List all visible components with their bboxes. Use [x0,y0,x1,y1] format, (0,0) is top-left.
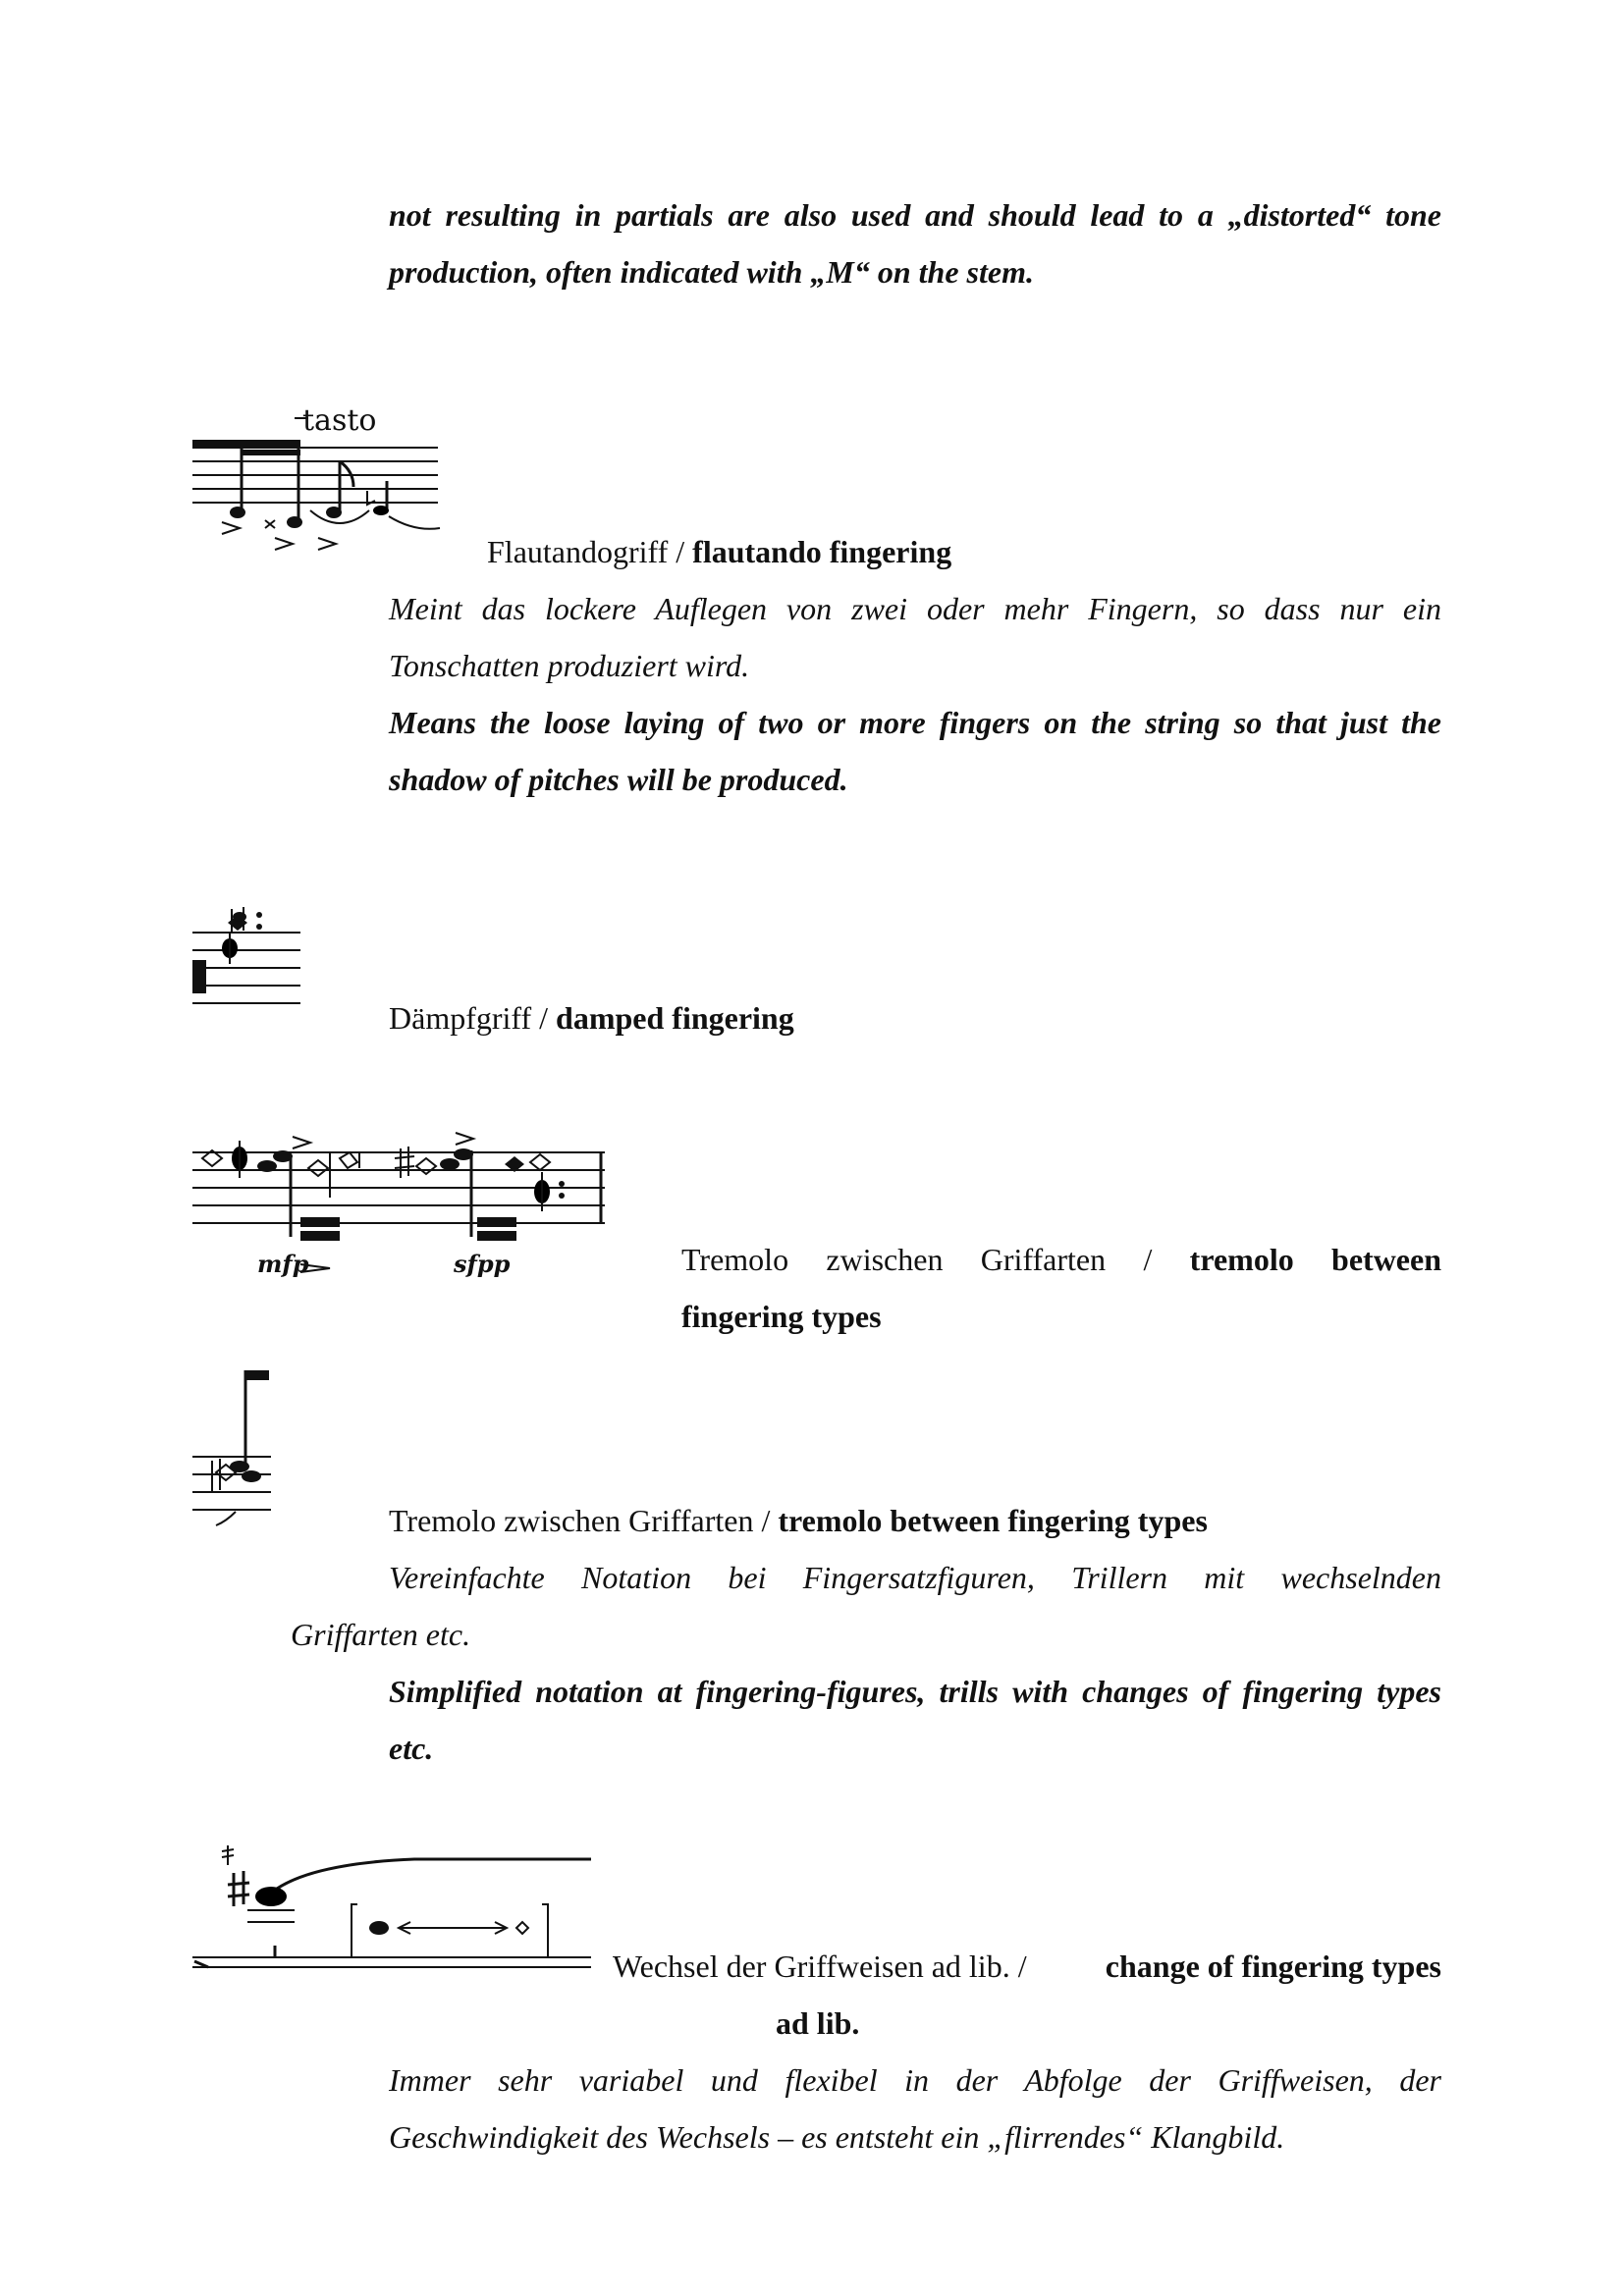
flautando-title [487,523,951,580]
tasto-marking: tasto [302,403,377,438]
tremolo2-de-line-1: Vereinfachte Notation bei Fingersatzfiguren, Trillern mit wechselnden [389,1560,1441,1595]
tremolo1-word-3: Griffarten [980,1242,1107,1277]
flautando-notation-image [192,403,448,560]
tremolo2-title [389,1492,1208,1549]
dynamic-mfp: mfp [257,1250,309,1278]
flautando-title-de: Flautandogriff / [487,534,693,569]
tremolo-notation-image-2 [192,1364,281,1531]
damped-title [389,989,794,1046]
dynamic-sfpp: sfpp [454,1250,511,1278]
tremolo2-de-line-2: Griffarten etc. [291,1617,471,1652]
change-title [613,1938,1441,1995]
tremolo1-word-2: zwischen [826,1242,944,1277]
tremolo2-en-line-1: Simplified notation at fingering-figures, trills with changes of fingering types [389,1674,1441,1709]
change-title-de: Wechsel der Griffweisen ad lib. / [613,1949,1035,1984]
tremolo-notation-image-1 [192,1129,605,1276]
intro-line-1: not resulting in partials are also used and should lead to a „distorted“ tone [389,197,1441,233]
tremolo2-en-line-2: etc. [389,1731,434,1766]
tremolo1-word-5: tremolo [1189,1242,1294,1277]
intro-line-2: production, often indicated with „M“ on the stem. [389,254,1034,290]
damped-notation-image [192,903,310,1021]
change-de-line-1: Immer sehr variabel und flexibel in der Abfolge der Griffweisen, der [389,2062,1441,2098]
tremolo2-title-de: Tremolo zwischen Griffarten / [389,1503,779,1538]
change-title-en-2: ad lib. [776,2005,860,2041]
flautando-en-line-1: Means the loose laying of two or more fingers on the string so that just the [389,705,1441,740]
flautando-title-en: flautando fingering [692,534,952,569]
tremolo1-line-1 [681,1231,1441,1288]
tremolo1-line-2: fingering types [681,1299,882,1334]
damped-title-de: Dämpfgriff / [389,1000,557,1036]
change-title-en: change of fingering types [1105,1949,1441,1984]
tremolo1-word-1: Tremolo [681,1242,789,1277]
damped-title-en: damped fingering [556,1000,794,1036]
tremolo1-word-6: between [1331,1242,1441,1277]
flautando-de-line-1: Meint das lockere Auflegen von zwei oder mehr Fingern, so dass nur ein [389,591,1441,626]
flautando-en-line-2: shadow of pitches will be produced. [389,762,848,797]
tremolo1-word-4: / [1143,1242,1153,1277]
flautando-de-line-2: Tonschatten produziert wird. [389,648,750,683]
change-de-line-2: Geschwindigkeit des Wechsels – es entsteht ein „flirrendes“ Klangbild. [389,2119,1285,2155]
change-fingering-notation-image [192,1842,595,1979]
tremolo2-title-en: tremolo between fingering types [778,1503,1208,1538]
